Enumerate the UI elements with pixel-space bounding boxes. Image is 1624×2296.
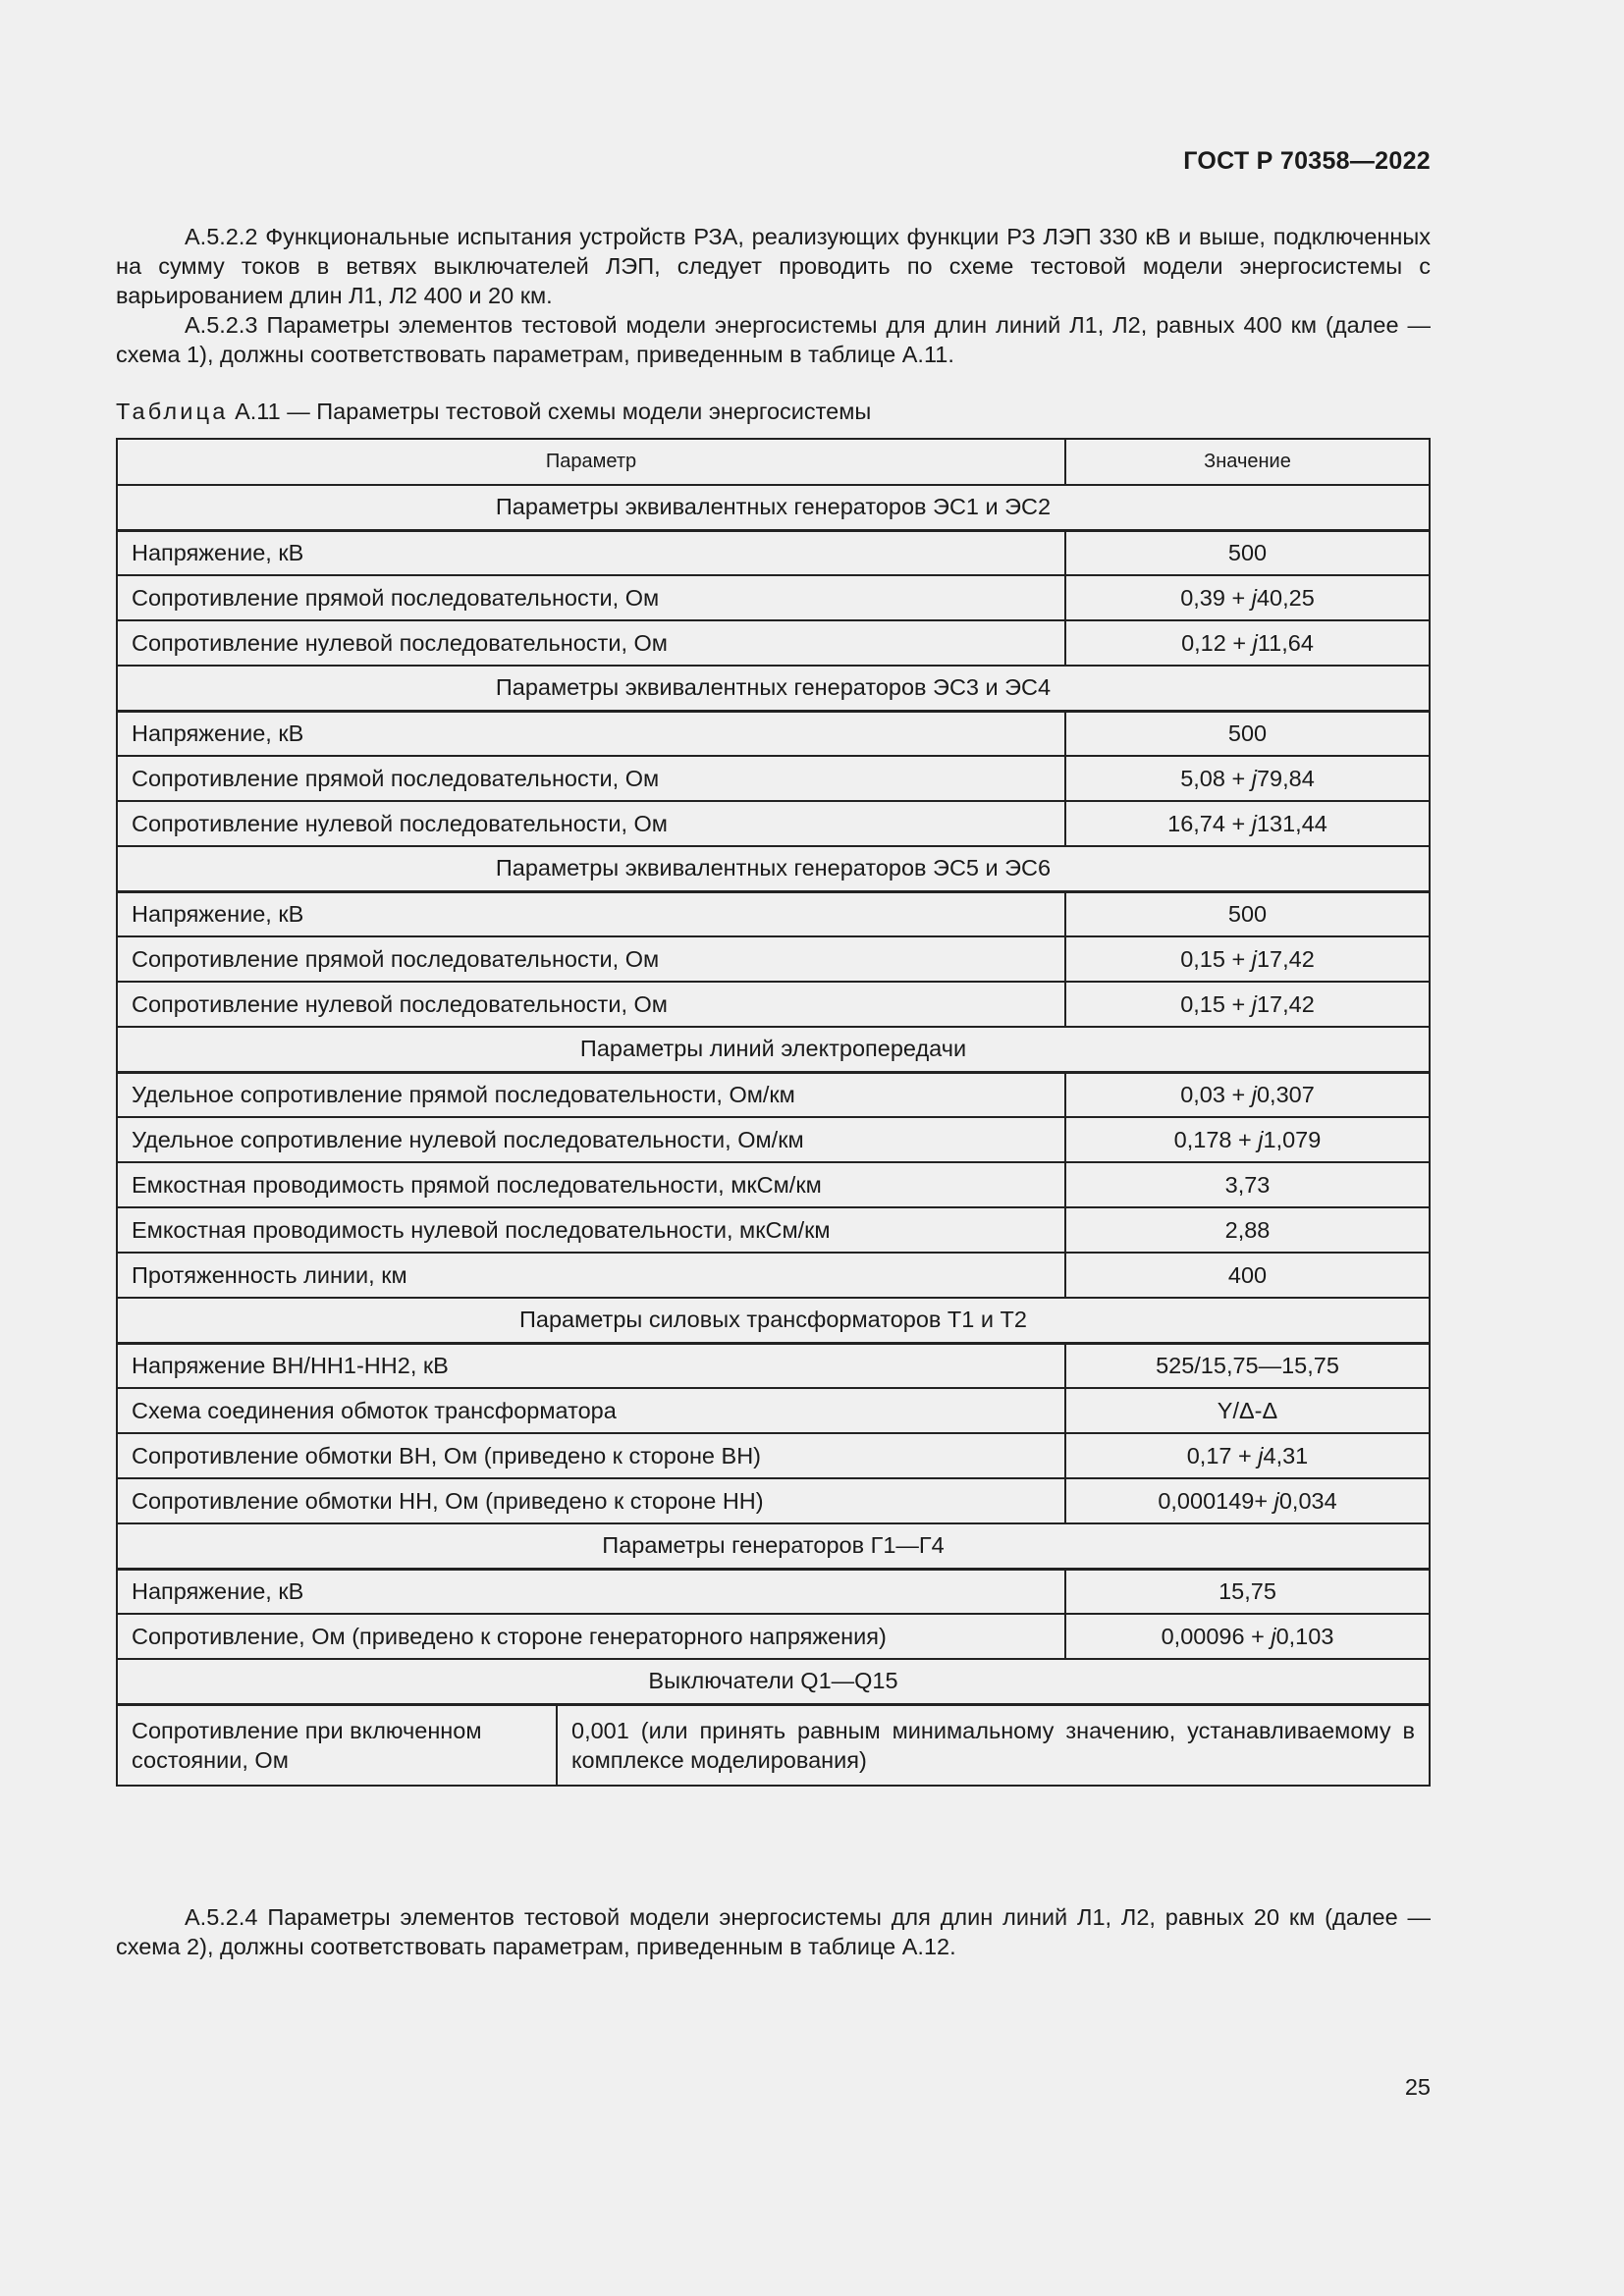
imaginary-unit: j: [1258, 1442, 1264, 1468]
param-cell: Сопротивление, Ом (приведено к стороне генераторного напряжения): [117, 1614, 1065, 1659]
param-cell: Сопротивление прямой последовательности, Ом: [117, 936, 1065, 982]
paragraph-a5-2-2: А.5.2.2 Функциональные испытания устройств РЗА, реализующих функции РЗ ЛЭП 330 кВ и выше, подключенных на сумму токов в ветвях выключателей ЛЭП, следует проводить по схеме тестовой модели энергосистемы с варьированием длин Л1, Л2 400 и 20 км.: [116, 224, 1431, 308]
value-cell: 0,001 (или принять равным минимальному значению, устанавливаемому в комплексе моделирования): [571, 1717, 1415, 1773]
table-caption-label: Таблица: [116, 399, 229, 424]
imaginary-unit: j: [1271, 1623, 1276, 1649]
value-imag: 17,42: [1256, 945, 1315, 972]
table-row: [117, 711, 1430, 756]
section-row: [117, 1523, 1430, 1569]
table-row: [117, 936, 1430, 982]
imaginary-unit: j: [1251, 990, 1257, 1017]
imaginary-unit: j: [1251, 584, 1257, 611]
table-row: [117, 1569, 1430, 1614]
imaginary-unit: j: [1251, 945, 1257, 972]
table-row: [117, 575, 1430, 620]
paragraph-a5-2-3: А.5.2.3 Параметры элементов тестовой модели энергосистемы для длин линий Л1, Л2, равных 400 км (далее — схема 1), должны соответствовать параметрам, приведенным в таблице А.11.: [116, 312, 1431, 367]
param-cell: Удельное сопротивление прямой последовательности, Ом/км: [117, 1072, 1065, 1117]
value-imag: 131,44: [1256, 810, 1327, 836]
value-cell: 525/15,75—15,75: [1065, 1343, 1430, 1388]
section-title: Параметры силовых трансформаторов Т1 и Т2: [117, 1298, 1430, 1343]
column-header-value: Значение: [1065, 439, 1430, 485]
imaginary-unit: j: [1258, 1126, 1264, 1152]
value-real: 0,17 +: [1186, 1442, 1259, 1468]
value-cell: 15,75: [1065, 1569, 1430, 1614]
param-cell: Сопротивление нулевой последовательности, Ом: [117, 620, 1065, 666]
table-caption: [116, 397, 871, 426]
table-row: [117, 1478, 1430, 1523]
table-row: [117, 1433, 1430, 1478]
value-cell: [1065, 1478, 1430, 1523]
table-row: [117, 891, 1430, 936]
table-row: [117, 1253, 1430, 1298]
value-cell: [1065, 801, 1430, 846]
value-imag: 17,42: [1256, 990, 1315, 1017]
param-cell: Сопротивление нулевой последовательности, Ом: [117, 801, 1065, 846]
section-row: [117, 666, 1430, 711]
param-cell: Напряжение ВН/НН1-НН2, кВ: [117, 1343, 1065, 1388]
param-cell: Схема соединения обмоток трансформатора: [117, 1388, 1065, 1433]
value-cell: 3,73: [1065, 1162, 1430, 1207]
value-cell: 400: [1065, 1253, 1430, 1298]
section-title: Параметры эквивалентных генераторов ЭС3 и ЭС4: [117, 666, 1430, 711]
value-imag: 0,034: [1278, 1487, 1337, 1514]
param-cell: Удельное сопротивление нулевой последовательности, Ом/км: [117, 1117, 1065, 1162]
imaginary-unit: j: [1251, 1081, 1257, 1107]
param-cell: Напряжение, кВ: [117, 711, 1065, 756]
value-real: 0,00096 +: [1161, 1623, 1272, 1649]
paragraph-a5-2-4: А.5.2.4 Параметры элементов тестовой модели энергосистемы для длин линий Л1, Л2, равных 20 км (далее — схема 2), должны соответствовать параметрам, приведенным в таблице А.12.: [116, 1904, 1431, 1959]
value-real: 0,000149+: [1158, 1487, 1274, 1514]
value-cell: 500: [1065, 711, 1430, 756]
value-cell: [1065, 756, 1430, 801]
table-row: [117, 1207, 1430, 1253]
table-caption-text: А.11 — Параметры тестовой схемы модели энергосистемы: [235, 399, 872, 424]
value-cell: [1065, 1072, 1430, 1117]
value-cell: Y/Δ-Δ: [1065, 1388, 1430, 1433]
page-number: 25: [1404, 2074, 1431, 2100]
table-row: [117, 1162, 1430, 1207]
param-cell: Сопротивление обмотки ВН, Ом (приведено к стороне ВН): [117, 1433, 1065, 1478]
value-imag: 40,25: [1256, 584, 1315, 611]
param-cell: Напряжение, кВ: [117, 530, 1065, 575]
imaginary-unit: j: [1273, 1487, 1279, 1514]
table-row: [117, 1614, 1430, 1659]
table-row: [117, 1072, 1430, 1117]
table-row: [117, 530, 1430, 575]
value-real: 0,15 +: [1180, 990, 1252, 1017]
imaginary-unit: j: [1252, 629, 1258, 656]
breaker-row-layout: [118, 1706, 1429, 1785]
section-title: Параметры эквивалентных генераторов ЭС5 и ЭС6: [117, 846, 1430, 891]
param-cell: Емкостная проводимость нулевой последовательности, мкСм/км: [117, 1207, 1065, 1253]
section-row: [117, 1659, 1430, 1704]
param-cell: Напряжение, кВ: [117, 891, 1065, 936]
param-cell: Сопротивление прямой последовательности, Ом: [117, 575, 1065, 620]
table-row: [117, 1704, 1430, 1786]
value-real: 0,03 +: [1180, 1081, 1252, 1107]
value-real: 0,15 +: [1180, 945, 1252, 972]
table-row: [117, 620, 1430, 666]
value-real: 0,39 +: [1180, 584, 1252, 611]
value-cell: [1065, 620, 1430, 666]
param-cell: Емкостная проводимость прямой последовательности, мкСм/км: [117, 1162, 1065, 1207]
section-title: Параметры генераторов Г1—Г4: [117, 1523, 1430, 1569]
section-title: Параметры линий электропередачи: [117, 1027, 1430, 1072]
section-row: [117, 1298, 1430, 1343]
value-cell: [1065, 1117, 1430, 1162]
value-real: 5,08 +: [1180, 765, 1252, 791]
table-row: [117, 1343, 1430, 1388]
imaginary-unit: j: [1251, 810, 1257, 836]
value-cell: [1065, 575, 1430, 620]
column-header-parameter: Параметр: [117, 439, 1065, 485]
param-cell: Сопротивление прямой последовательности, Ом: [117, 756, 1065, 801]
value-cell: 2,88: [1065, 1207, 1430, 1253]
value-imag: 11,64: [1257, 629, 1314, 656]
value-cell: [1065, 1614, 1430, 1659]
section-row: [117, 485, 1430, 530]
param-cell: Напряжение, кВ: [117, 1569, 1065, 1614]
section-row: [117, 1027, 1430, 1072]
table-row: [117, 1117, 1430, 1162]
value-real: 0,12 +: [1181, 629, 1253, 656]
table-row: [117, 1388, 1430, 1433]
section-title: Выключатели Q1—Q15: [117, 1659, 1430, 1704]
value-cell: [1065, 982, 1430, 1027]
parameters-table: [116, 438, 1431, 1787]
value-imag: 79,84: [1256, 765, 1315, 791]
table-header-row: [117, 439, 1430, 485]
value-real: 16,74 +: [1167, 810, 1252, 836]
imaginary-unit: j: [1251, 765, 1257, 791]
table-row: [117, 756, 1430, 801]
param-cell: Сопротивление обмотки НН, Ом (приведено к стороне НН): [117, 1478, 1065, 1523]
value-real: 0,178 +: [1173, 1126, 1259, 1152]
value-cell: [1065, 936, 1430, 982]
section-row: [117, 846, 1430, 891]
value-cell: 500: [1065, 530, 1430, 575]
table-row: [117, 801, 1430, 846]
value-imag: 0,307: [1256, 1081, 1315, 1107]
document-header: ГОСТ Р 70358—2022: [1183, 147, 1431, 175]
section-title: Параметры эквивалентных генераторов ЭС1 и ЭС2: [117, 485, 1430, 530]
value-imag: 1,079: [1263, 1126, 1322, 1152]
value-cell: [1065, 1433, 1430, 1478]
param-cell: Протяженность линии, км: [117, 1253, 1065, 1298]
param-cell: Сопротивление при включенном состоянии, Ом: [118, 1706, 557, 1785]
param-cell: Сопротивление нулевой последовательности, Ом: [117, 982, 1065, 1027]
value-cell: 500: [1065, 891, 1430, 936]
value-imag: 4,31: [1263, 1442, 1309, 1468]
value-imag: 0,103: [1275, 1623, 1334, 1649]
table-row: [117, 982, 1430, 1027]
